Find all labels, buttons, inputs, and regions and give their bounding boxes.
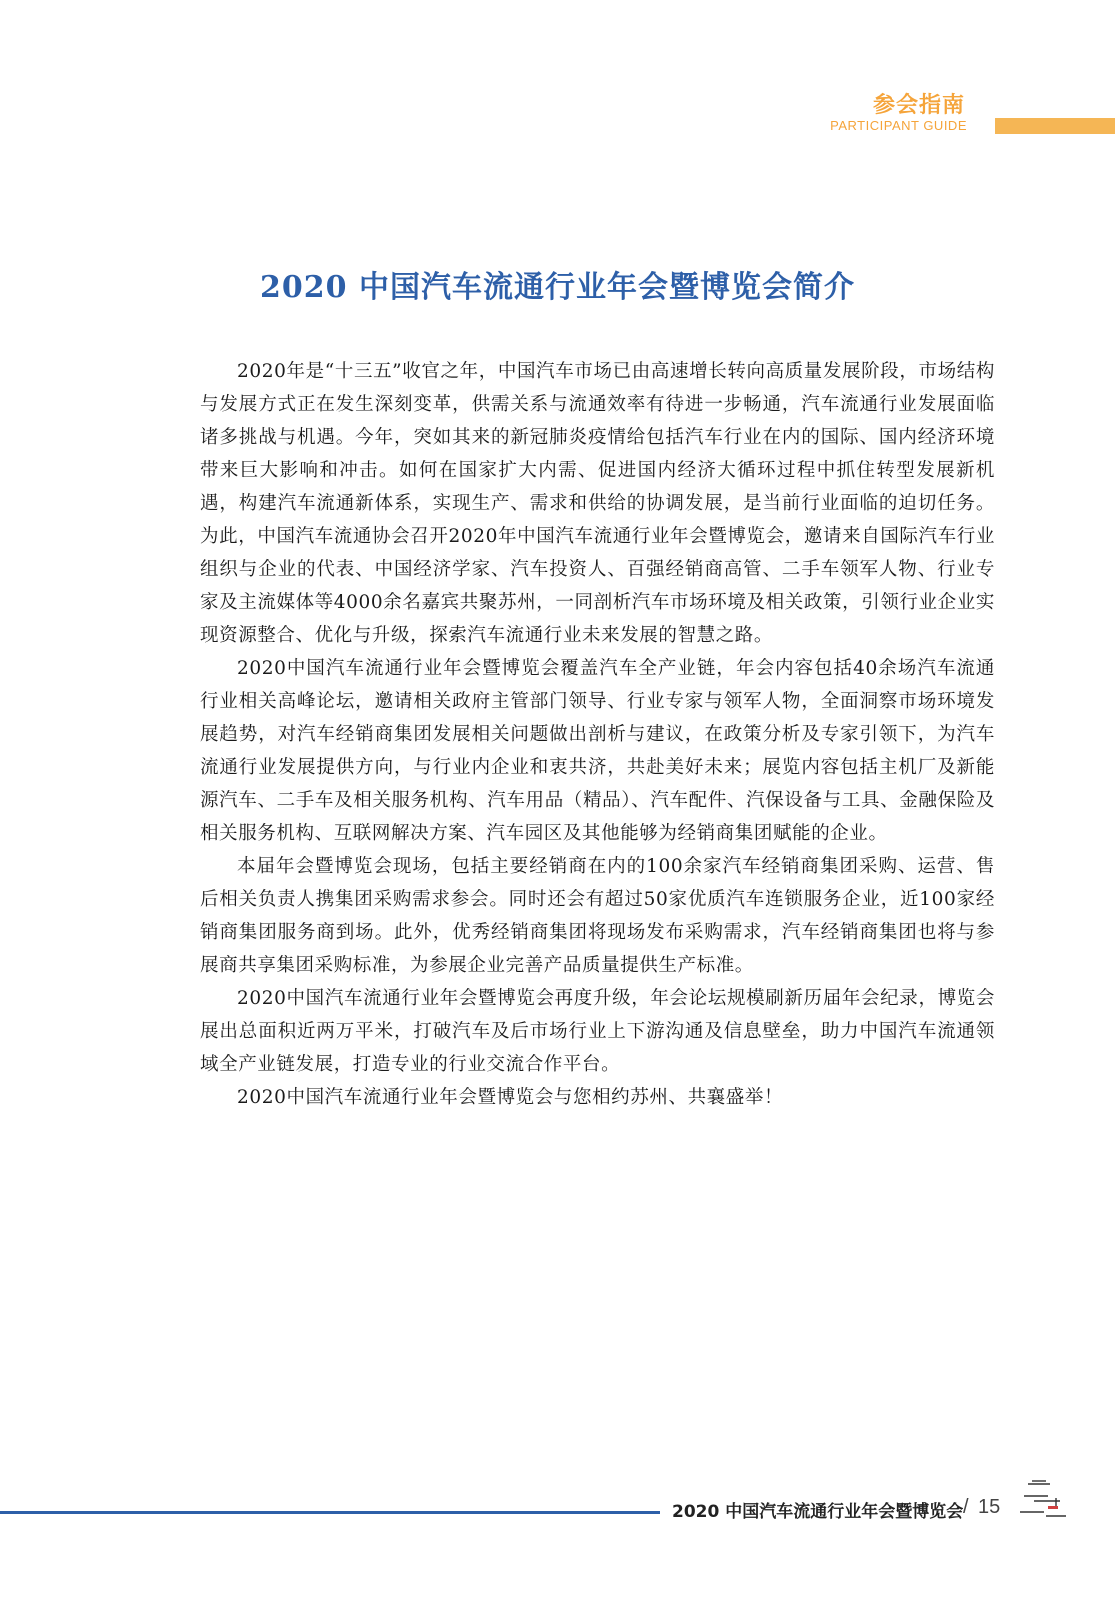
paragraph-2: 2020中国汽车流通行业年会暨博览会覆盖汽车全产业链，年会内容包括40余场汽车流通行业相关高峰论坛，邀请相关政府主管部门领导、行业专家与领军人物，全面洞察市场环境发展趋势，对汽车经销商集团发展相关问题做出剖析与建议，在政策分析及专家引领下，为汽车流通行业发展提供方向，与行业内企业和衷共济，共赴美好未来；展览内容包括主机厂及新能源汽车、二手车及相关服务机构、汽车用品（精品）、汽车配件、汽保设备与工具、金融保险及相关服务机构、互联网解决方案、汽车园区及其他能够为经销商集团赋能的企业。 [200,658,995,844]
paragraph-5: 2020中国汽车流通行业年会暨博览会与您相约苏州、共襄盛举！ [237,1087,784,1108]
footer-rule [0,1511,660,1514]
page-number: 15 [978,1496,1001,1518]
footer-event-name: 2020 中国汽车流通行业年会暨博览会 [672,1502,964,1522]
section-title-en: PARTICIPANT GUIDE [830,118,967,133]
article-title: 2020 中国汽车流通行业年会暨博览会简介 [260,270,855,305]
city-skyline-icon [1020,1468,1080,1518]
footer-separator: / [963,1496,969,1518]
article-body [200,355,995,1114]
section-title-cn: 参会指南 [872,93,965,118]
section-header [815,86,1115,146]
paragraph-1: 2020年是“十三五”收官之年，中国汽车市场已由高速增长转向高质量发展阶段，市场结构与发展方式正在发生深刻变革，供需关系与流通效率有待进一步畅通，汽车流通行业发展面临诸多挑战与机遇。今年，突如其来的新冠肺炎疫情给包括汽车行业在内的国际、国内经济环境带来巨大影响和冲击。如何在国家扩大内需、促进国内经济大循环过程中抓住转型发展新机遇，构建汽车流通新体系，实现生产、需求和供给的协调发展，是当前行业面临的迫切任务。为此，中国汽车流通协会召开2020年中国汽车流通行业年会暨博览会，邀请来自国际汽车行业组织与企业的代表、中国经济学家、汽车投资人、百强经销商高管、二手车领军人物、行业专家及主流媒体等4000余名嘉宾共聚苏州，一同剖析汽车市场环境及相关政策，引领行业企业实现资源整合、优化与升级，探索汽车流通行业未来发展的智慧之路。 [200,361,995,646]
paragraph-4: 2020中国汽车流通行业年会暨博览会再度升级，年会论坛规模刷新历届年会纪录，博览会展出总面积近两万平米，打破汽车及后市场行业上下游沟通及信息壁垒，助力中国汽车流通领域全产业链发展，打造专业的行业交流合作平台。 [200,988,995,1075]
section-accent-bar [995,118,1115,134]
paragraph-3: 本届年会暨博览会现场，包括主要经销商在内的100余家汽车经销商集团采购、运营、售后相关负责人携集团采购需求参会。同时还会有超过50家优质汽车连锁服务企业，近100家经销商集团服务商到场。此外，优秀经销商集团将现场发布采购需求，汽车经销商集团也将与参展商共享集团采购标准，为参展企业完善产品质量提供生产标准。 [200,856,995,976]
